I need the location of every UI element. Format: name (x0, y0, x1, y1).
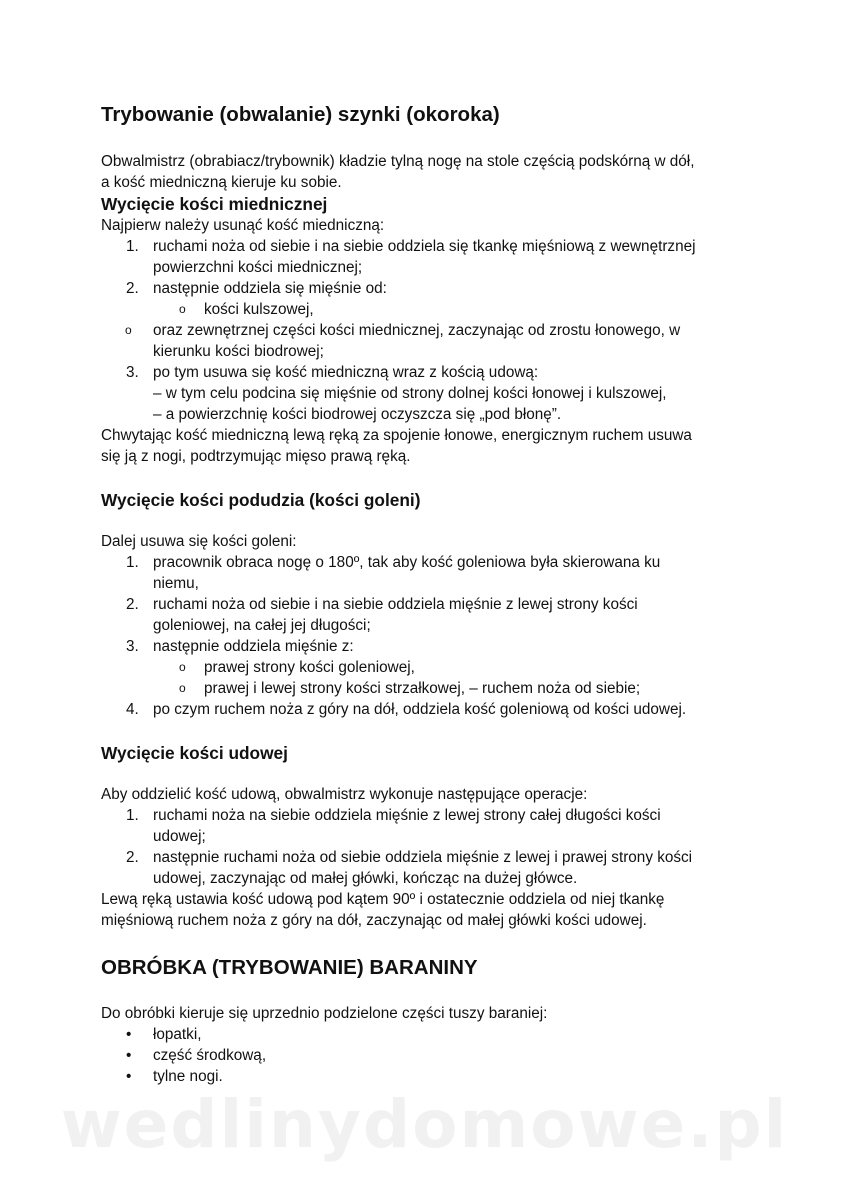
section-heading-pelvic-bone: Wycięcie kości miednicznej (101, 194, 328, 214)
list-item-text: pracownik obraca nogę o 180º, tak aby kość goleniowa była skierowana ku (153, 554, 661, 571)
list-item-text: goleniowej, na całej jej długości; (153, 617, 371, 634)
bullet-icon: • (126, 1068, 132, 1085)
list-item-text: kości kulszowej, (204, 301, 314, 318)
list-item-text: udowej; (153, 828, 206, 845)
list-item-text: ruchami noża od siebie i na siebie oddziela się tkankę mięśniową z wewnętrznej (153, 238, 696, 255)
list-item (101, 278, 761, 299)
list-item (101, 552, 761, 594)
bullet-icon: • (126, 1047, 132, 1064)
document-page (101, 100, 761, 1087)
list-number: 2. (126, 849, 139, 866)
list-number: 1. (126, 807, 139, 824)
section-heading-shin-bones: Wycięcie kości podudzia (kości goleni) (101, 490, 421, 510)
list-item-text: kierunku kości biodrowej; (153, 343, 324, 360)
list-item-text: łopatki, (153, 1026, 202, 1043)
circle-bullet-icon: o (179, 302, 186, 316)
bullet-list-item (101, 1066, 761, 1087)
section-heading-mutton: OBRÓBKA (TRYBOWANIE) BARANINY (101, 956, 478, 979)
circle-bullet-icon: o (179, 660, 186, 674)
list-item (101, 236, 761, 278)
list-item-text: następnie oddziela się mięśnie od: (153, 280, 387, 297)
section-heading-thigh-bone: Wycięcie kości udowej (101, 743, 288, 763)
list-item-text: oraz zewnętrznej części kości miednicznej, zaczynając od zrostu łonowego, w (153, 322, 681, 339)
circle-bullet-icon: o (125, 323, 132, 337)
list-item-text: po tym usuwa się kość miedniczną wraz z kością udową: (153, 364, 539, 381)
circle-bullet-icon: o (179, 681, 186, 695)
section-lead: Dalej usuwa się kości goleni: (101, 533, 297, 550)
page-title: Trybowanie (obwalanie) szynki (okoroka) (101, 103, 500, 126)
list-item-text: niemu, (153, 575, 199, 592)
dash-line: – a powierzchnię kości biodrowej oczyszcza się „pod błonę”. (153, 406, 562, 423)
list-item (101, 362, 761, 383)
list-item (101, 699, 761, 720)
list-number: 2. (126, 596, 139, 613)
bullet-list-item (101, 1045, 761, 1066)
list-number: 3. (126, 364, 139, 381)
list-item-text: część środkową, (153, 1047, 267, 1064)
section-lead: Najpierw należy usunąć kość miedniczną: (101, 217, 385, 234)
sub-list-item (101, 678, 761, 699)
intro-line: a kość miedniczną kieruje ku sobie. (101, 174, 342, 191)
list-number: 4. (126, 701, 139, 718)
sub-list-item (101, 299, 761, 320)
list-item-text: ruchami noża na siebie oddziela mięśnie z lewej strony całej długości kości (153, 807, 661, 824)
sub-list-item (101, 657, 761, 678)
section-paragraph (101, 889, 761, 931)
intro-line: Obwalmistrz (obrabiacz/trybownik) kładzie tylną nogę na stole częścią podskórną w dół, (101, 153, 695, 170)
watermark: wedlinydomowe.pl (60, 1086, 789, 1163)
paragraph-line: mięśniową ruchem noża z góry na dół, zaczynając od małej główki kości udowej. (101, 912, 647, 929)
bullet-list-item (101, 1024, 761, 1045)
list-number: 1. (126, 554, 139, 571)
list-item-text: udowej, zaczynając od małej główki, kończąc na dużej główce. (153, 870, 578, 887)
paragraph-line: Chwytając kość miedniczną lewą ręką za spojenie łonowe, energicznym ruchem usuwa (101, 427, 692, 444)
list-item (101, 320, 761, 362)
list-item (101, 847, 761, 889)
list-item (101, 594, 761, 636)
section-lead: Aby oddzielić kość udową, obwalmistrz wykonuje następujące operacje: (101, 786, 588, 803)
dash-line: – w tym celu podcina się mięśnie od strony dolnej kości łonowej i kulszowej, (153, 385, 667, 402)
bullet-icon: • (126, 1026, 132, 1043)
paragraph-line: Lewą ręką ustawia kość udową pod kątem 90º i ostatecznie oddziela od niej tkankę (101, 891, 665, 908)
section-paragraph (101, 425, 761, 467)
section-lead: Do obróbki kieruje się uprzednio podzielone części tuszy baraniej: (101, 1005, 548, 1022)
list-item-text: tylne nogi. (153, 1068, 223, 1085)
list-item-text: prawej strony kości goleniowej, (204, 659, 415, 676)
list-item (101, 636, 761, 657)
list-item (101, 805, 761, 847)
list-item-text: powierzchni kości miednicznej; (153, 259, 363, 276)
list-number: 3. (126, 638, 139, 655)
list-number: 1. (126, 238, 139, 255)
list-item-text: następnie ruchami noża od siebie oddziela mięśnie z lewej i prawej strony kości (153, 849, 693, 866)
list-item-text: prawej i lewej strony kości strzałkowej, – ruchem noża od siebie; (204, 680, 641, 697)
list-item-text: ruchami noża od siebie i na siebie oddziela mięśnie z lewej strony kości (153, 596, 638, 613)
intro-paragraph (101, 151, 761, 193)
list-number: 2. (126, 280, 139, 297)
list-item-text: następnie oddziela mięśnie z: (153, 638, 354, 655)
list-item-text: po czym ruchem noża z góry na dół, oddziela kość goleniową od kości udowej. (153, 701, 687, 718)
paragraph-line: się ją z nogi, podtrzymując mięso prawą ręką. (101, 448, 411, 465)
